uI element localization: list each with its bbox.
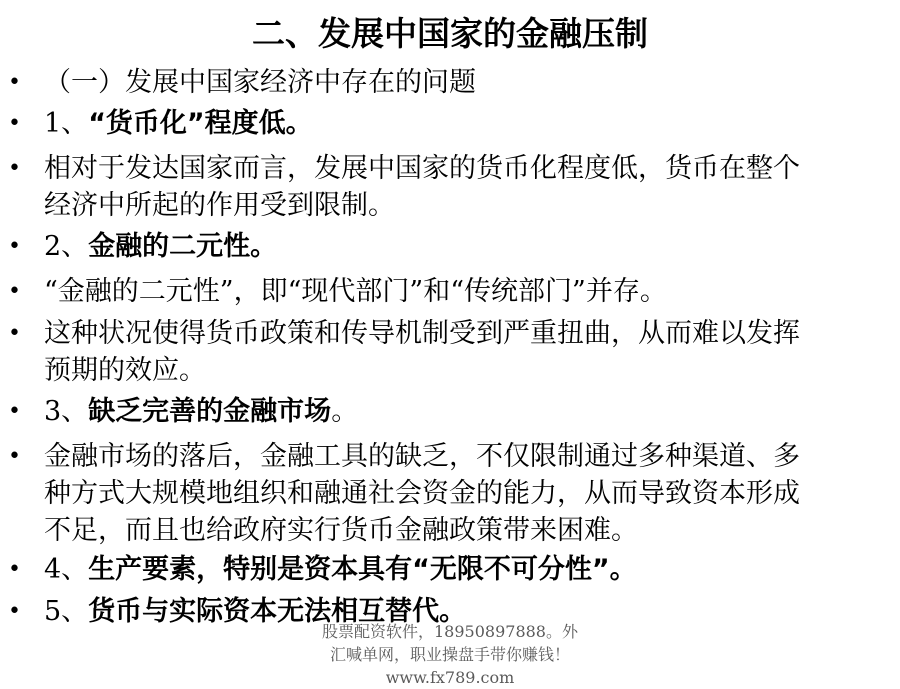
bullet-icon: • (8, 111, 21, 136)
bullet-icon: • (8, 557, 21, 582)
item-number: 4、 (44, 554, 89, 585)
slide-title: 二、发展中国家的金融压制 (252, 14, 648, 53)
bullet-icon: • (8, 599, 21, 624)
item-text: 这种状况使得货币政策和传导机制受到严重扭曲，从而难以发挥 预期的效应。 (44, 318, 800, 386)
item-heading-text: “货币化”程度低。 (88, 108, 313, 139)
item-heading-text: 生产要素，特别是资本具有“无限不可分性”。 (88, 554, 637, 585)
item-text: “金融的二元性”，即“现代部门”和“传统部门”并存。 (44, 276, 667, 307)
bullet-icon: • (8, 321, 21, 346)
item-suffix: 。 (331, 396, 359, 427)
bullet-icon: • (8, 444, 21, 469)
watermark-text: 股票配资软件，18950897888。外 汇喊单网，职业操盘手带你赚钱！ www.fx789.com (322, 622, 578, 687)
item-heading (44, 393, 886, 430)
item-heading (44, 105, 886, 142)
item-heading-text: 缺乏完善的金融市场 (88, 396, 332, 427)
item-heading (44, 551, 886, 588)
item-text: 相对于发达国家而言，发展中国家的货币化程度低，货币在整个 经济中所起的作用受到限制。 (44, 153, 800, 221)
bullet-icon: • (8, 70, 21, 95)
item-number: 3、 (44, 396, 89, 427)
item-text: （一）发展中国家经济中存在的问题 (44, 67, 476, 98)
item-heading (44, 228, 886, 265)
bullet-icon: • (8, 156, 21, 181)
bullet-icon: • (8, 234, 21, 259)
item-number: 1、 (44, 108, 89, 139)
bullet-icon: • (8, 279, 21, 304)
item-text: 金融市场的落后，金融工具的缺乏，不仅限制通过多种渠道、多 种方式大规模地组织和融通社会资金的能力，从而导致资本形成 不足，而且也给政府实行货币金融政策带来困难。 (44, 441, 800, 546)
item-number: 5、 (44, 596, 89, 627)
item-heading-text: 金融的二元性。 (88, 231, 278, 262)
bullet-icon: • (8, 399, 21, 424)
item-number: 2、 (44, 231, 89, 262)
item-heading-text: 货币与实际资本无法相互替代。 (88, 596, 467, 627)
